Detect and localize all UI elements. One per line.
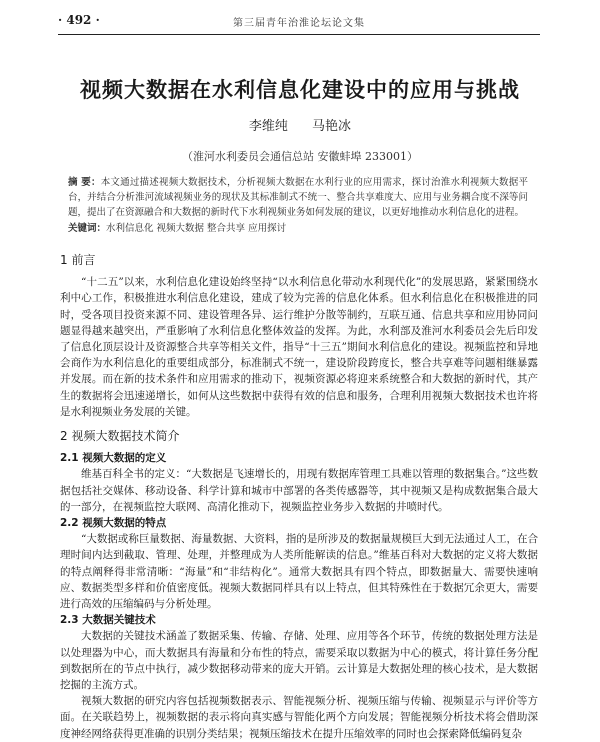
paper-title: 视频大数据在水利信息化建设中的应用与挑战 — [80, 78, 520, 102]
section-2-heading: 2 视频大数据技术简介 — [60, 429, 180, 444]
abstract — [68, 175, 528, 236]
section-1-paragraph: “十二五”以来，水利信息化建设始终坚持“以水利信息化带动水利现代化”的发展思路，紧紧围绕水利中心工作，积极推进水利信息化建设，建成了较为完善的信息化体系。但水利信息化在积极推进的同时，受各项目投资来源不同、建设管理各异、运行维护分散等制约，互联互通、信息共享和应用协同问题显得越来越突出，严重影响了水利信息化整体效益的发挥。为此，水利部及淮河水利委员会先后印发了信息化顶层设计及资源整合共享等相关文件，指导“十三五”期间水利信息化的建设。视频监控和异地会商作为水利信息化的重要组成部分，标准制式不统一，建设阶段跨度长，整合共享难等问题相继暴露并发展。而在新的技术条件和应用需求的推动下，视频资源必将迎来系统整合和大数据的新时代，其产生的数据将会迅速递增长，如何从这些数据中获得有效的信息和服务，合理利用视频大数据技术也许将是水利视频业务发展的关键。 — [60, 276, 538, 418]
affiliation: （淮河水利委员会通信总站 安徽蚌埠 233001） — [182, 150, 418, 163]
section-2-3-heading: 2.3 大数据关键技术 — [60, 614, 156, 627]
keywords-line — [68, 221, 528, 236]
section-2-1-heading: 2.1 视频大数据的定义 — [60, 452, 167, 465]
abstract-paragraph — [68, 175, 528, 220]
page-number: · 492 · — [58, 13, 100, 27]
section-2-3-paragraph-1: 大数据的关键技术涵盖了数据采集、传输、存储、处理、应用等各个环节，传统的数据处理方法是以处理器为中心，而大数据具有海量和分布性的特点，需要采取以数据为中心的模式，将计算任务分配到数据所在的节点中执行，减少数据移动带来的庞大开销。云计算是大数据处理的核心技术，是大数据挖掘的主流方式。 — [60, 630, 538, 692]
page-header — [58, 10, 540, 35]
section-2-2-paragraph: “大数据或称巨量数据、海量数据、大资料，指的是所涉及的数据量规模巨大到无法通过人工，在合理时间内达到截取、管理、处理，并整理成为人类所能解读的信息。”维基百科对大数据的定义将大数据的特点阐释得非常清晰：“海量”和“非结构化”。通常大数据具有四个特点，即数据量大、需要快速响应、数据类型多样和价值密度低。视频大数据同样具有以上特点，但其特殊性在于数据冗余更大，需要进行高效的压缩编码与分析处理。 — [60, 533, 538, 611]
section-2-3-paragraph-2: 视频大数据的研究内容包括视频数据表示、智能视频分析、视频压缩与传输、视频显示与评价等方面。在关联趋势上，视频数据的表示将向真实感与智能化两个方向发展；智能视频分析技术将会借助深度神经网络获得更准确的识别分类结果；视频压缩技术在提升压缩效率的同时也会探索降低编码复杂 — [60, 695, 538, 740]
authors: 李维纯 马艳冰 — [248, 119, 352, 134]
body-text — [60, 252, 538, 742]
abstract-text: 本文通过描述视频大数据技术，分析视频大数据在水利行业的应用需求，探讨治淮水利视频大数据平台，并结合分析淮河流域视频业务的现状及其标准制式不统一、整合共享难度大、应用与业务耦合度不深等问题，提出了在资源融合和大数据的新时代下水利视频业务如何发展的建议，以更好地推动水利信息化的进程。 — [68, 177, 528, 218]
section-1-heading: 1 前言 — [60, 253, 96, 267]
section-2-2-heading: 2.2 视频大数据的特点 — [60, 517, 167, 530]
abstract-label: 摘 要： — [68, 177, 101, 188]
running-head: 第三届青年治淮论坛论文集 — [233, 18, 365, 29]
keywords-label: 关键词： — [68, 223, 107, 234]
section-2-1-paragraph: 维基百科全书的定义：“大数据是飞速增长的，用现有数据库管理工具难以管理的数据集合。”这些数据包括社交媒体、移动设备、科学计算和城市中部署的各类传感器等，其中视频又是构成数据集合最大的一部分，在视频监控大联网、高清化推动下，视频监控业务步入数据的井喷时代。 — [60, 468, 538, 513]
keywords-text: 水利信息化 视频大数据 整合共享 应用探讨 — [106, 223, 287, 234]
